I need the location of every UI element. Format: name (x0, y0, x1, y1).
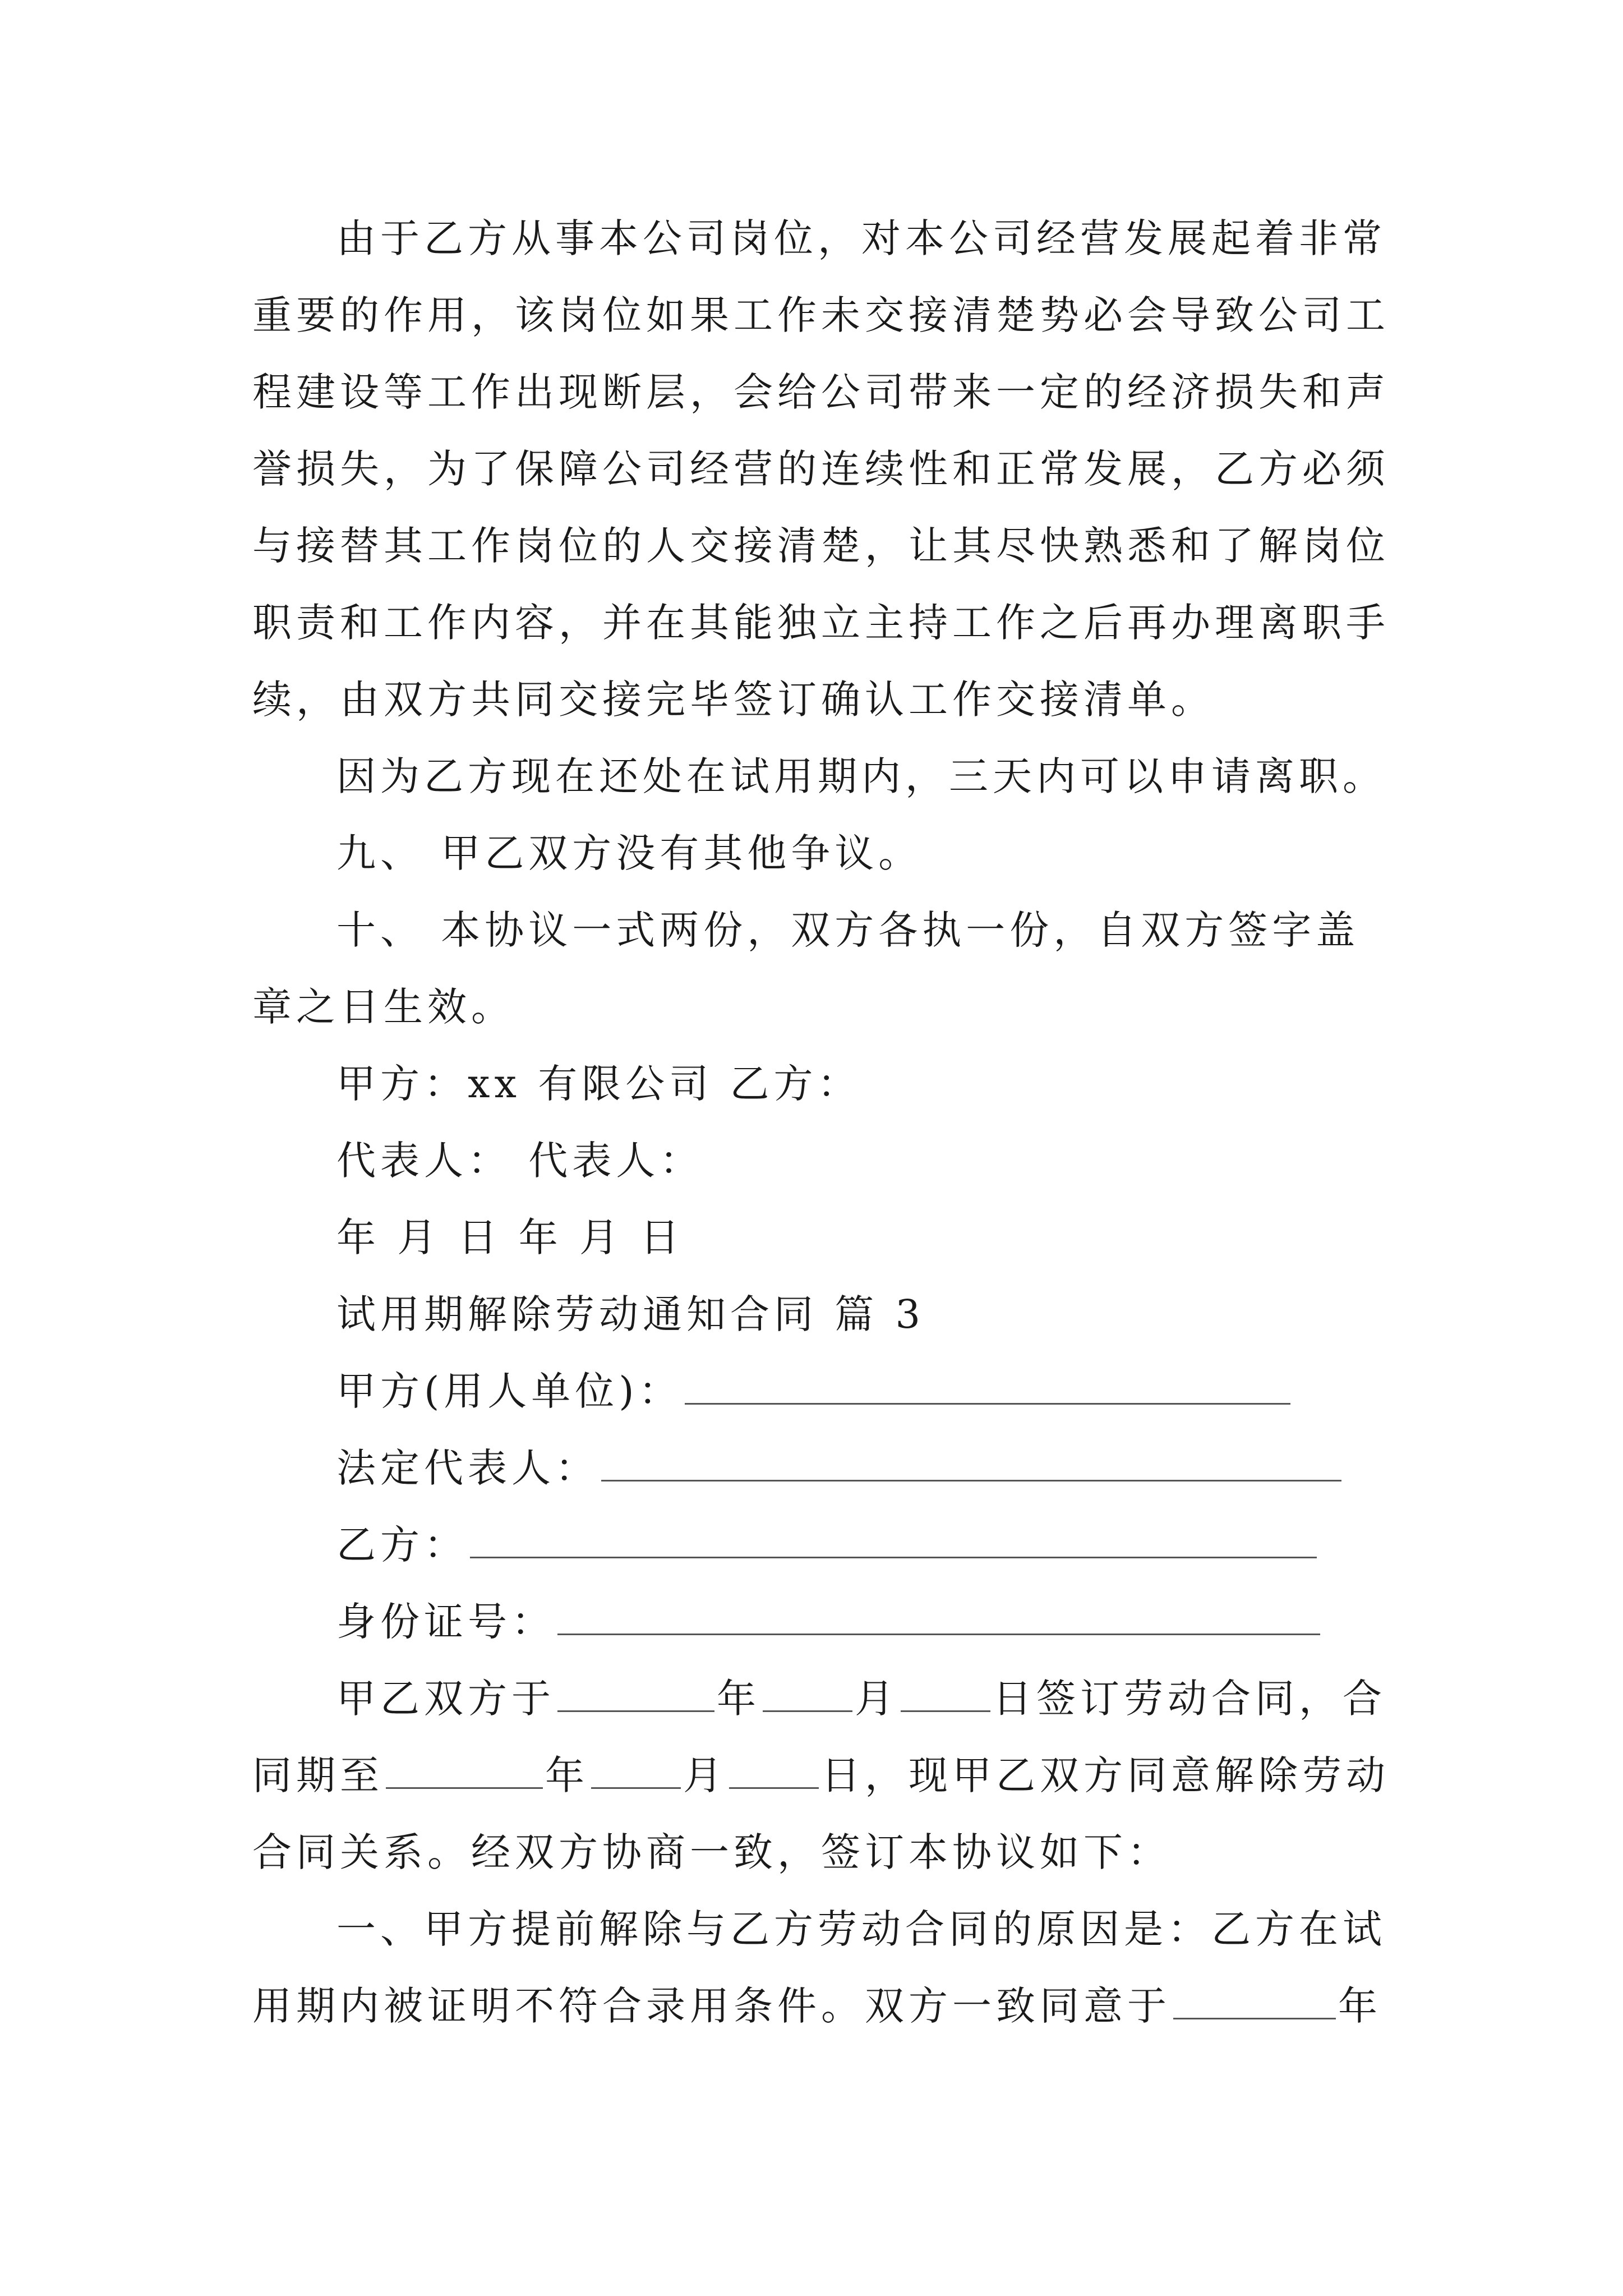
party-b-label: 乙方： (336, 1522, 468, 1568)
signing-line: 合同关系。经双方协商一致，签订本协议如下： (252, 1829, 1171, 1875)
paragraph-line: 重要的作用，该岗位如果工作未交接清楚势必会导致公司工 (252, 292, 1390, 338)
party-a-field (336, 1358, 1293, 1425)
paragraph-line: 程建设等工作出现断层，会给公司带来一定的经济损失和声 (252, 369, 1390, 415)
id-number-blank[interactable] (557, 1594, 1320, 1635)
party-b-blank[interactable] (470, 1517, 1317, 1558)
sign-month-blank[interactable] (763, 1671, 852, 1712)
term-month-blank[interactable] (591, 1748, 681, 1789)
paragraph-line: 由于乙方从事本公司岗位，对本公司经营发展起着非常 (336, 215, 1386, 261)
id-number-field (336, 1588, 1322, 1655)
clause-1-line: 一、甲方提前解除与乙方劳动合同的原因是：乙方在试 (336, 1906, 1386, 1952)
signing-text: 年 (545, 1752, 589, 1798)
paragraph-line: 续，由双方共同交接完毕签订确认工作交接清单。 (252, 677, 1215, 723)
signature-dates: 年 月 日 年 月 日 (336, 1214, 684, 1260)
party-a-blank[interactable] (685, 1364, 1290, 1405)
signing-text: 年 (717, 1676, 760, 1722)
paragraph-line: 因为乙方现在还处在试用期内，三天内可以申请离职。 (336, 753, 1386, 799)
signing-text: 甲乙双方于 (336, 1676, 555, 1722)
clause-1-line (252, 1972, 1382, 2040)
signature-representatives: 代表人： 代表人： (336, 1138, 704, 1184)
signing-text: 月 (683, 1752, 727, 1798)
termination-year-blank[interactable] (1173, 1978, 1336, 2019)
paragraph-line: 职责和工作内容，并在其能独立主持工作之后再办理离职手 (252, 600, 1390, 646)
id-number-label: 身份证号： (336, 1599, 555, 1645)
sign-year-blank[interactable] (557, 1671, 714, 1712)
legal-rep-blank[interactable] (601, 1441, 1341, 1481)
term-year-blank[interactable] (386, 1748, 543, 1789)
signing-text: 日签订劳动合同，合 (993, 1676, 1386, 1722)
clause-1-text: 年 (1338, 1983, 1382, 2029)
clause-1-text: 用期内被证明不符合录用条件。双方一致同意于 (252, 1983, 1171, 2029)
signing-text: 同期至 (252, 1752, 384, 1798)
sign-day-blank[interactable] (901, 1671, 990, 1712)
clause-9: 九、 甲乙双方没有其他争议。 (336, 830, 923, 876)
signing-line (252, 1742, 1390, 1809)
party-a-label: 甲方(用人单位)： (336, 1368, 683, 1414)
section-title: 试用期解除劳动通知合同 篇 3 (336, 1291, 925, 1337)
signing-text: 月 (855, 1676, 898, 1722)
signing-text: 日，现甲乙双方同意解除劳动 (821, 1752, 1390, 1798)
clause-10-line: 章之日生效。 (252, 984, 515, 1030)
signature-parties: 甲方：xx 有限公司 乙方： (336, 1061, 861, 1107)
paragraph-line: 与接替其工作岗位的人交接清楚，让其尽快熟悉和了解岗位 (252, 523, 1390, 569)
legal-rep-label: 法定代表人： (336, 1445, 599, 1491)
party-b-field (336, 1511, 1319, 1579)
paragraph-line: 誉损失，为了保障公司经营的连续性和正常发展，乙方必须 (252, 446, 1390, 492)
term-day-blank[interactable] (729, 1748, 819, 1789)
legal-rep-field (336, 1434, 1344, 1502)
signing-line (336, 1665, 1386, 1732)
clause-10-line: 十、 本协议一式两份，双方各执一份，自双方签字盖 (336, 907, 1360, 953)
